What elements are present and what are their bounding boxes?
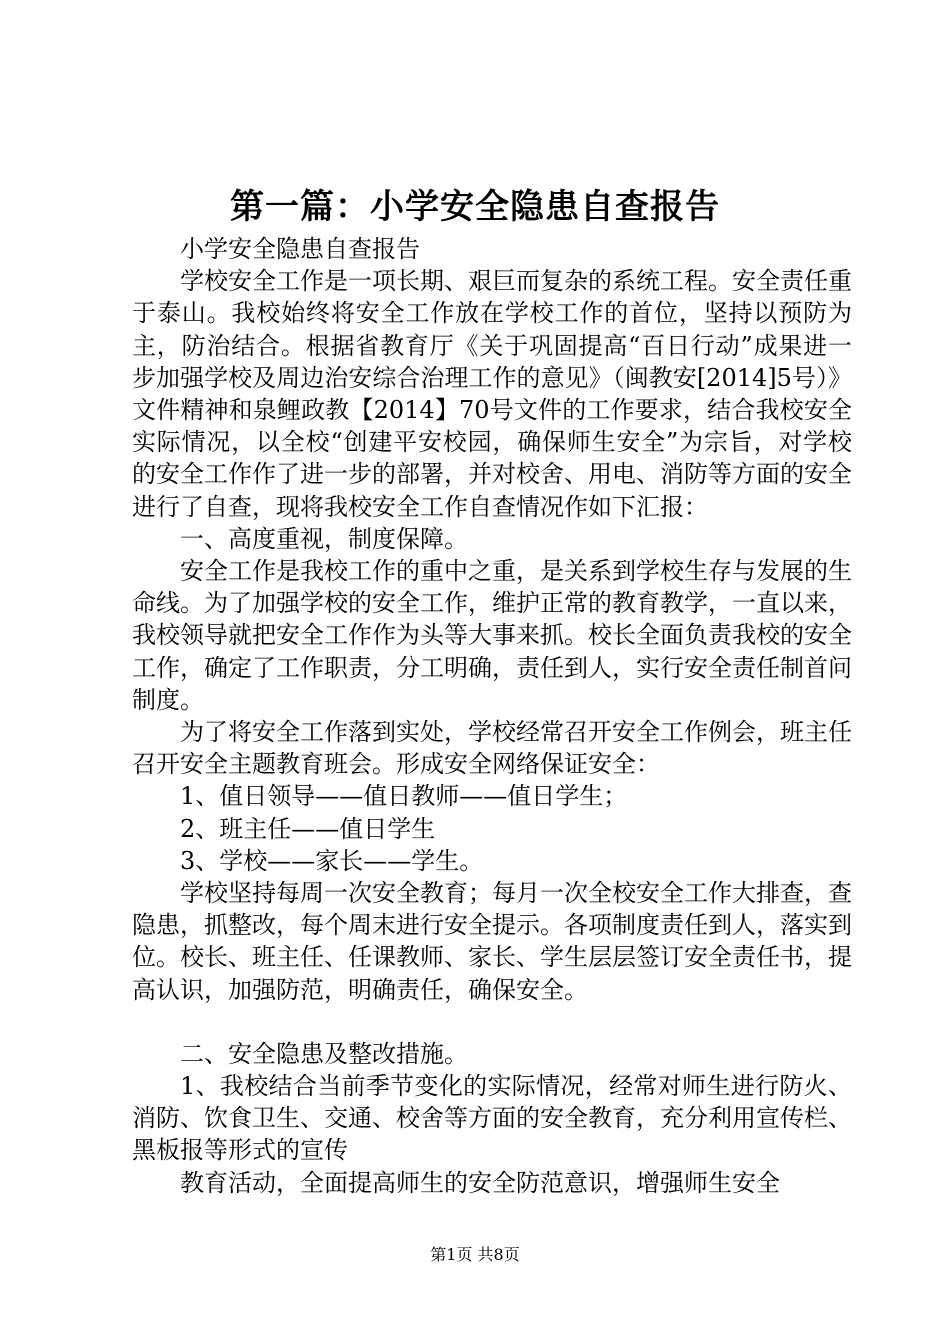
- list-item-1: 1、值日领导——值日教师——值日学生；: [180, 782, 628, 811]
- paragraph-intro: 学校安全工作是一项长期、艰巨而复杂的系统工程。安全责任重于泰山。我校始终将安全工作放在学校工作的首位，坚持以预防为主，防治结合。根据省教育厅《关于巩固提高“百日行动”成果进一步加强学校及周边治安综合治理工作的意见》（闽教安[2014]5号）》文件精神和泉鲤政教【2014】70号文件的工作要求，结合我校安全实际情况，以全校“创建平安校园，确保师生安全”为宗旨，对学校的安全工作作了进一步的部署，并对校舍、用电、消防等方面的安全进行了自查，现将我校安全工作自查情况作如下汇报：: [132, 267, 852, 521]
- section-heading-1: 一、高度重视，制度保障。: [180, 524, 468, 553]
- paragraph-importance: 安全工作是我校工作的重中之重，是关系到学校生存与发展的生命线。为了加强学校的安全工作，维护正常的教育教学，一直以来，我校领导就把安全工作作为头等大事来抓。校长全面负责我校的安全工作，确定了工作职责，分工明确，责任到人，实行安全责任制首问制度。: [132, 557, 852, 714]
- paragraph-meetings: 为了将安全工作落到实处，学校经常召开安全工作例会，班主任召开安全主题教育班会。形成安全网络保证安全：: [132, 718, 852, 779]
- section-heading-2: 二、安全隐患及整改措施。: [180, 1039, 468, 1068]
- document-title: 第一篇：小学安全隐患自查报告: [230, 187, 720, 227]
- list-item-2: 2、班主任——值日学生: [180, 814, 436, 843]
- paragraph-weekly-education: 学校坚持每周一次安全教育；每月一次全校安全工作大排查，查隐患，抓整改，每个周末进行安全提示。各项制度责任到人，落实到位。校长、班主任、任课教师、家长、学生层层签订安全责任书，提高认识，加强防范，明确责任，确保安全。: [132, 879, 852, 1004]
- document-body: [132, 233, 852, 1199]
- page-footer: 第1页 共8页: [430, 1245, 520, 1264]
- list-item-3: 3、学校——家长——学生。: [180, 846, 484, 875]
- paragraph-measures-continued: 教育活动，全面提高师生的安全防范意识，增强师生安全: [180, 1168, 780, 1197]
- paragraph-measures-1: 1、我校结合当前季节变化的实际情况，经常对师生进行防火、消防、饮食卫生、交通、校舍等方面的安全教育，充分利用宣传栏、黑板报等形式的宣传: [132, 1072, 852, 1165]
- paragraph-subtitle: 小学安全隐患自查报告: [180, 235, 420, 263]
